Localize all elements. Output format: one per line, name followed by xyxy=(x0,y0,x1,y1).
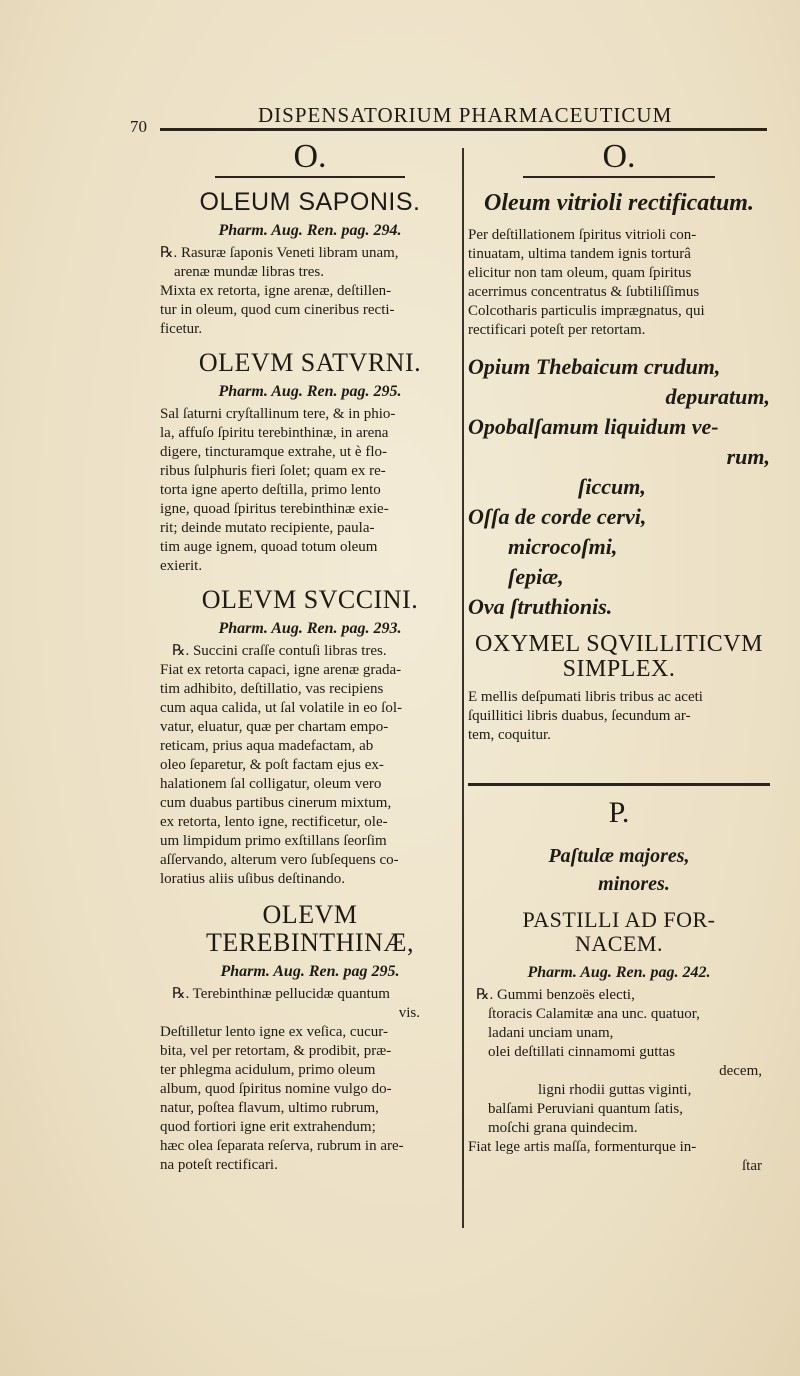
entry-source: Pharm. Aug. Ren. pag. 293. xyxy=(218,620,402,637)
entry-title: OLEVM SVCCINI. xyxy=(201,585,419,614)
entry-source: Pharm. Aug. Ren. pag. 295. xyxy=(218,383,402,400)
entry-title: PASTILLI AD FOR- NACEM. xyxy=(522,907,716,956)
entry-title: Oleum vitrioli rectificatum. xyxy=(484,190,754,216)
left-column xyxy=(160,138,460,1175)
section-letter: O. xyxy=(293,138,327,175)
right-column xyxy=(468,138,770,1176)
section-rule xyxy=(468,783,770,786)
letter-rule xyxy=(523,176,715,178)
entry-source: Pharm. Aug. Ren. pag 295. xyxy=(220,963,400,980)
running-title: DISPENSATORIUM PHARMACEUTICUM xyxy=(258,103,673,127)
entry-title: OLEVM TEREBINTHINÆ, xyxy=(206,900,414,957)
header-rule xyxy=(160,128,767,131)
entry-text: Sal ſaturni cryſtallinum tere, & in phio- la, affuſo ſpiritu terebinthinæ, in arena digere, tincturamque extrahe, ut è flo- ribus ſulphuris fieri ſolet; quam ex re- torta igne aperto deſtilla, primo lento igne, quoad ſpiritus terebinthinæ exie- rit; deinde mutato recipiente, paula- tim auge ignem, quoad totum oleum exierit. xyxy=(160,406,396,574)
entry-source: Pharm. Aug. Ren. pag. 242. xyxy=(527,964,711,981)
entry-text: ℞. Terebinthinæ pellucidæ quantum vis. Deſtilletur lento igne ex veſica, cucur- bita, vel per retortam, & prodibit, præ- ter phlegma acidulum, primo oleum album, quod ſpiritus nomine vulgo do- natur, poſtea flavum, ultimo rubrum, quod fortiori igne erit extrahendum; hæc olea ſeparata reſerva, rubrum in are- na poteſt rectificari. xyxy=(160,986,420,1173)
entry-text: ℞. Rasuræ ſaponis Veneti libram unam, arenæ mundæ libras tres. Mixta ex retorta, igne arenæ, deſtillen- tur in oleum, quod cum cineribus recti- ficetur. xyxy=(160,245,399,337)
page-number: 70 xyxy=(130,117,147,136)
entry-title: OXYMEL SQVILLITICVM SIMPLEX. xyxy=(475,631,763,682)
entry-text: ℞. Succini craſſe contuſi libras tres. Fiat ex retorta capaci, igne arenæ grada- tim adhibito, deſtillatio, vas recipiens cum aqua calida, ut ſal volatile in eo ſol- vatur, eluatur, quæ per chartam empo- reticam, prius aqua madefactam, ab oleo ſeparetur, & poſt factam ejus ex- halationem ſal colligatur, oleum vero cum duabus partibus cinerum mixtum, ex retorta, lento igne, rectificetur, ole- um limpidum primo exſtillans ſeorſim aſſervando, alterum vero ſubſequens co- loratius aliis uſibus deſtinando. xyxy=(160,643,402,887)
section-letter: O. xyxy=(602,138,636,175)
section-letter: P. xyxy=(608,796,630,829)
drug-list: Opium Thebaicum crudum, depuratum, Opobalſamum liquidum ve- rum, ſiccum, Oſſa de corde cervi, microcoſmi, ſepiæ, Ova ſtruthionis. xyxy=(468,354,770,619)
entry-title: OLEVM SATVRNI. xyxy=(198,348,422,377)
column-divider xyxy=(462,148,464,1228)
entry-title: OLEUM SAPONIS. xyxy=(199,188,421,216)
entry-text: E mellis deſpumati libris tribus ac aceti ſquillitici libris duabus, ſecundum ar- tem, coquitur. xyxy=(468,689,703,743)
letter-rule xyxy=(215,176,405,178)
entry-source: Pharm. Aug. Ren. pag. 294. xyxy=(218,222,402,239)
entry-text: ℞. Gummi benzoës electi, ſtoracis Calamitæ ana unc. quatuor, ladani unciam unam, olei deſtillati cinnamomi guttas decem, ligni rhodii guttas viginti, balſami Peruviani quantum ſatis, moſchi grana quindecim. Fiat lege artis maſſa, formenturque in- ſtar xyxy=(468,987,762,1174)
pastilli-list: Paſtulæ majores, minores. xyxy=(548,845,690,895)
entry-text: Per deſtillationem ſpiritus vitrioli con- tinuatam, ultima tandem ignis torturâ elicitur non tam oleum, quam ſpiritus acerrimus concentratus & ſubtiliſſimus Colcotharis particulis imprægnatus, qui rectificari poteſt per retortam. xyxy=(468,227,705,338)
